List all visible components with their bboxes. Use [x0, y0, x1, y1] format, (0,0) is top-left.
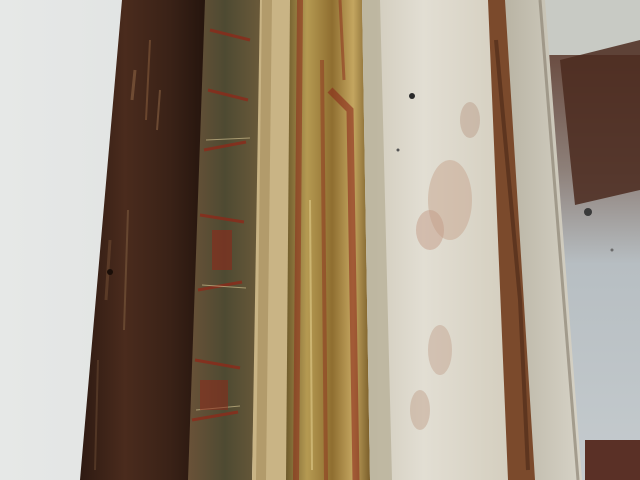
gold-wood-channel: [286, 0, 370, 480]
